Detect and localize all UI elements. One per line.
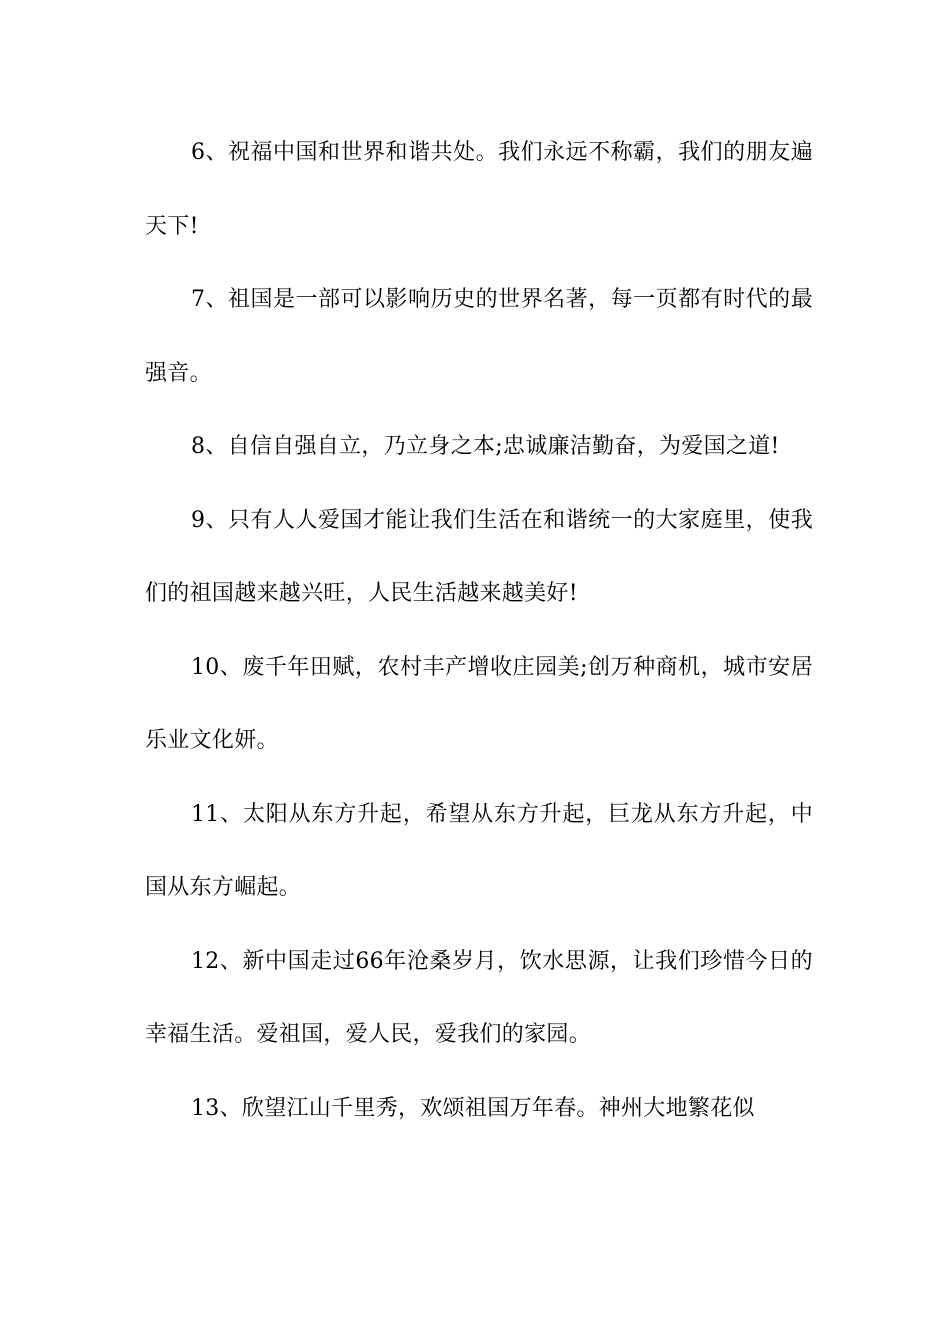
paragraph-9: 9、只有人人爱国才能让我们生活在和谐统一的大家庭里，使我们的祖国越来越兴旺，人民生活越来越美好! xyxy=(145,507,813,606)
paragraph-11: 11、太阳从东方升起，希望从东方升起，巨龙从东方升起，中国从东方崛起。 xyxy=(145,801,813,900)
document-body xyxy=(145,116,813,1145)
paragraph-7: 7、祖国是一部可以影响历史的世界名著，每一页都有时代的最强音。 xyxy=(145,287,813,386)
paragraph-10: 10、废千年田赋，农村丰产增收庄园美;创万种商机，城市安居乐业文化妍。 xyxy=(145,654,813,753)
paragraph-13: 13、欣望江山千里秀，欢颂祖国万年春。神州大地繁花似 xyxy=(191,1095,755,1121)
paragraph-8: 8、自信自强自立，乃立身之本;忠诚廉洁勤奋，为爱国之道! xyxy=(191,434,780,459)
paragraph-12: 12、新中国走过66年沧桑岁月，饮水思源，让我们珍惜今日的幸福生活。爱祖国，爱人民，爱我们的家园。 xyxy=(145,948,813,1047)
paragraph-6: 6、祝福中国和世界和谐共处。我们永远不称霸，我们的朋友遍天下! xyxy=(145,140,813,239)
